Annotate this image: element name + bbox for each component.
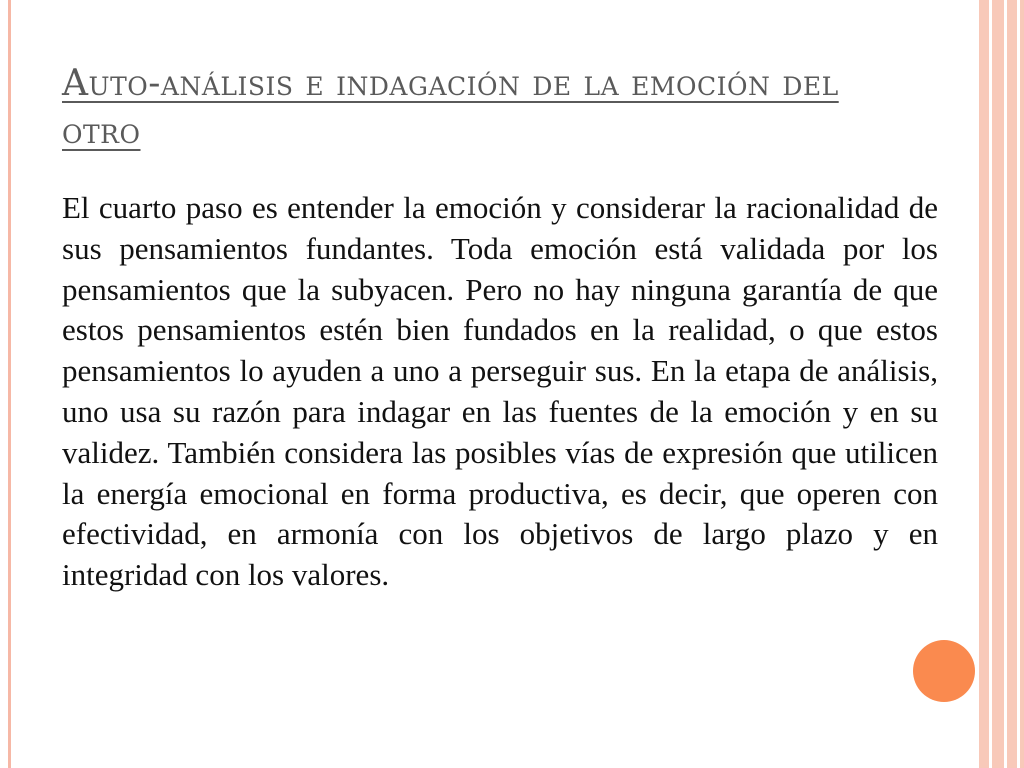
slide-body-text: El cuarto paso es entender la emoción y considerar la racionalidad de sus pensamientos fundantes. Toda emoción está validada por los pensamientos que la subyacen. Pero no hay ninguna garantía de que estos pensamientos estén bien fundados en la realidad, o que estos pensamientos lo ayuden a uno a perseguir sus. En la etapa de análisis, uno usa su razón para indagar en las fuentes de la emoción y en su validez. También considera las posibles vías de expresión que utilicen la energía emocional en forma productiva, es decir, que operen con efectividad, en armonía con los objetivos de largo plazo y en integridad con los valores. <box>62 190 938 593</box>
slide-title-text: Auto-análisis e indagación de la emoción del otro <box>62 63 839 152</box>
slide-title <box>62 60 882 155</box>
right-decorative-stripes <box>979 0 1024 768</box>
stripe-divider <box>989 0 992 768</box>
stripe-divider <box>1017 0 1020 768</box>
stripe-divider <box>1004 0 1007 768</box>
left-decorative-stripe <box>8 0 11 768</box>
decorative-orange-circle <box>913 640 975 702</box>
